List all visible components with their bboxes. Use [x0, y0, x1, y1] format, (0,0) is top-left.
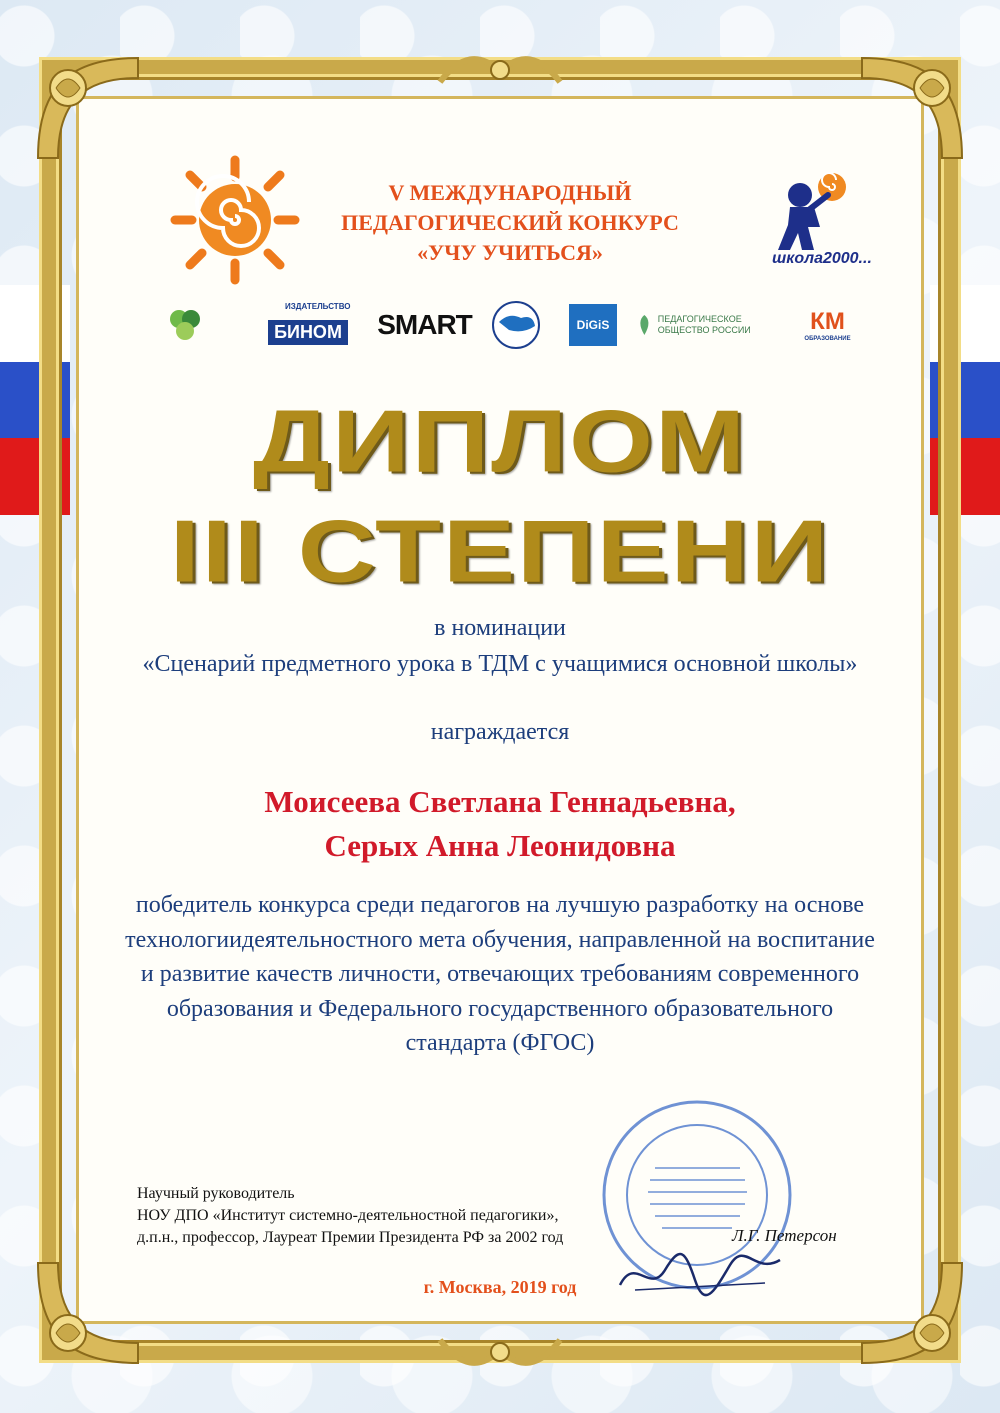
sponsor-preemstvennost-logo	[135, 300, 235, 350]
supervisor-name: Л.Г. Петерсон	[732, 1226, 837, 1245]
km-sub-label: ОБРАЗОВАНИЕ	[804, 336, 851, 342]
school-2000-label: школа2000...	[772, 250, 872, 267]
ornament-corner-icon	[28, 1253, 148, 1373]
sponsor-smart-logo: SMART	[377, 309, 472, 340]
sun-logo-icon	[170, 155, 300, 285]
binom-label: БИНОМ	[268, 320, 348, 345]
nomination-intro: в номинации	[434, 615, 566, 641]
contest-title-line1: V МЕЖДУНАРОДНЫЙ	[388, 180, 632, 205]
sponsor-logos	[135, 300, 875, 355]
supervisor-line2: НОУ ДПО «Институт системно-деятельностной педагогики»,	[137, 1207, 559, 1224]
supervisor-line1: Научный руководитель	[137, 1185, 295, 1202]
binom-small-label: ИЗДАТЕЛЬСТВО	[285, 302, 351, 311]
digis-label: DiGiS	[569, 304, 618, 346]
contest-title-line3: «УЧУ УЧИТЬСЯ»	[417, 240, 603, 265]
ornament-corner-icon	[28, 48, 148, 168]
ornament-corner-icon	[852, 48, 972, 168]
pedsoc-label: ПЕДАГОГИЧЕСКОЕ ОБЩЕСТВО РОССИИ	[657, 314, 751, 335]
ornament-top-icon	[430, 42, 570, 92]
recipient-name: Моисеева Светлана Геннадьевна,	[264, 784, 736, 819]
contest-title-line2: ПЕДАГОГИЧЕСКИЙ КОНКУРС	[341, 210, 679, 235]
globe-emblem-icon	[487, 300, 545, 350]
sponsor-binom-logo	[243, 300, 373, 350]
supervisor-line3: д.п.н., профессор, Лауреат Премии Президента РФ за 2002 год	[137, 1229, 564, 1246]
recipient-name: Серых Анна Леонидовна	[324, 828, 676, 863]
award-description: победитель конкурса среди педагогов на лучшую разработку на основе технологиидеятельностного мета обучения, направленной на воспитание и развитие качеств личности, отвечающих требованиям современного образования и Федерального государственного образовательного стандарта (ФГОС)	[125, 892, 875, 1056]
km-label: КМ	[810, 308, 845, 335]
ornament-corner-icon	[852, 1253, 972, 1373]
pedsoc-emblem-icon	[635, 307, 654, 343]
sponsor-km-logo	[780, 300, 875, 350]
leaf-icon	[167, 307, 203, 343]
contest-title	[300, 178, 720, 268]
ornament-bottom-icon	[430, 1330, 570, 1380]
diploma-degree: III СТЕПЕНИ	[169, 500, 831, 601]
diploma-title: ДИПЛОМ	[253, 390, 747, 491]
city-year: г. Москва, 2019 год	[423, 1277, 577, 1297]
awarded-text: награждается	[430, 719, 570, 745]
sponsor-digis-logo	[563, 300, 623, 350]
sponsor-round-emblem	[483, 300, 548, 350]
sponsor-pedsoc-logo	[635, 300, 770, 350]
nomination-name: «Сценарий предметного урока в ТДМ с учащимися основной школы»	[142, 651, 858, 677]
supervisor-block	[137, 1183, 737, 1249]
